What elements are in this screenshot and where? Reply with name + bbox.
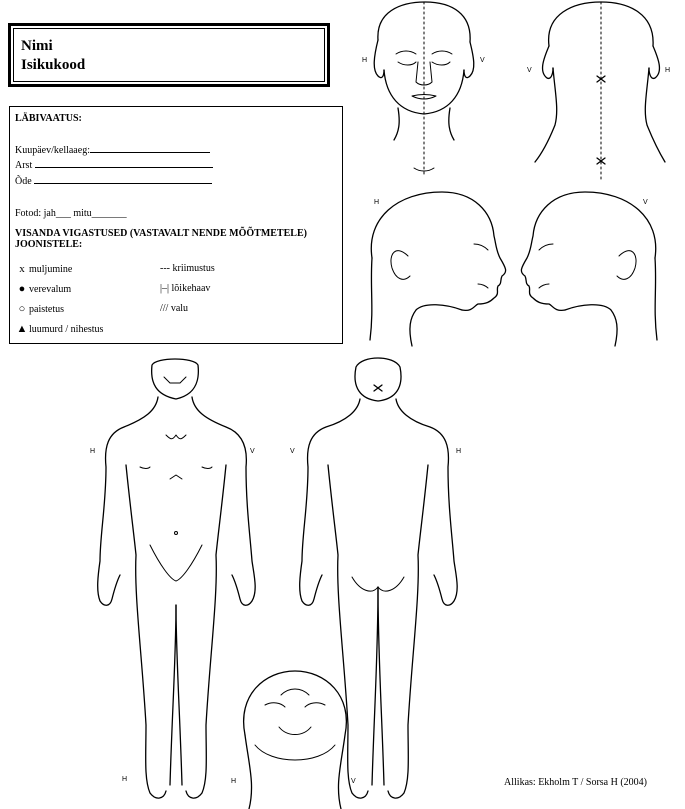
date-label: Kuupäev/kellaaeg: [15,145,90,156]
nurse-field[interactable] [15,174,212,188]
svg-text:V: V [527,67,532,74]
filled-circle-icon: ● [18,283,26,295]
svg-text:H: H [665,67,671,74]
dash-line-icon: --- [160,263,170,274]
legend-item-scratch: --- kriimustus [160,263,215,274]
doctor-label: Arst [15,160,33,171]
legend-item-pain: /// valu [160,303,189,314]
svg-text:H: H [456,448,462,455]
svg-text:V: V [290,448,295,455]
svg-text:H: H [362,57,368,64]
svg-text:H: H [90,448,96,455]
sketch-instruction-line1: VISANDA VIGASTUSED (VASTAVALT NENDE MÕÕTMETELE) [15,228,307,239]
legend-item-fracture: ▲ luumurd / nihestus [16,323,104,335]
bracket-line-icon: |–| [160,283,170,294]
source-citation: Allikas: Ekholm T / Sorsa H (2004) [504,777,647,788]
head-right-profile-diagram[interactable] [362,188,512,348]
svg-text:V: V [250,448,255,455]
open-circle-icon: ○ [18,303,26,315]
exam-title: LÄBIVAATUS: [15,113,82,124]
head-front-diagram[interactable] [360,0,490,185]
examination-box [9,106,343,344]
patient-name-box [8,23,330,87]
slashes-icon: /// [160,303,169,314]
svg-text:H: H [374,199,380,206]
head-bottom-view-diagram[interactable] [225,665,365,809]
nurse-label: Õde [15,176,32,187]
date-field[interactable] [15,143,210,157]
legend-item-cut: |–| lõikehaav [160,283,211,294]
name-label: Nimi [21,38,53,54]
svg-text:V: V [351,778,356,785]
legend-item-swelling: ○ paistetus [15,303,64,316]
head-left-profile-diagram[interactable] [515,188,665,348]
head-back-diagram[interactable] [525,0,675,185]
sketch-instruction-line2: JOONISTELE: [15,239,83,250]
doctor-field[interactable] [15,158,213,172]
svg-text:H: H [122,776,128,783]
svg-text:V: V [480,57,485,64]
x-mark-icon: x [19,263,25,275]
svg-text:V: V [643,199,648,206]
filled-triangle-icon: ▲ [16,323,28,335]
svg-text:H: H [231,778,237,785]
id-code-label: Isikukood [21,57,86,73]
legend-item-hematoma: ● verevalum [15,283,71,296]
photos-field[interactable]: Fotod: jah___ mitu_______ [15,208,127,219]
legend-item-bruise: x muljumine [15,263,72,276]
